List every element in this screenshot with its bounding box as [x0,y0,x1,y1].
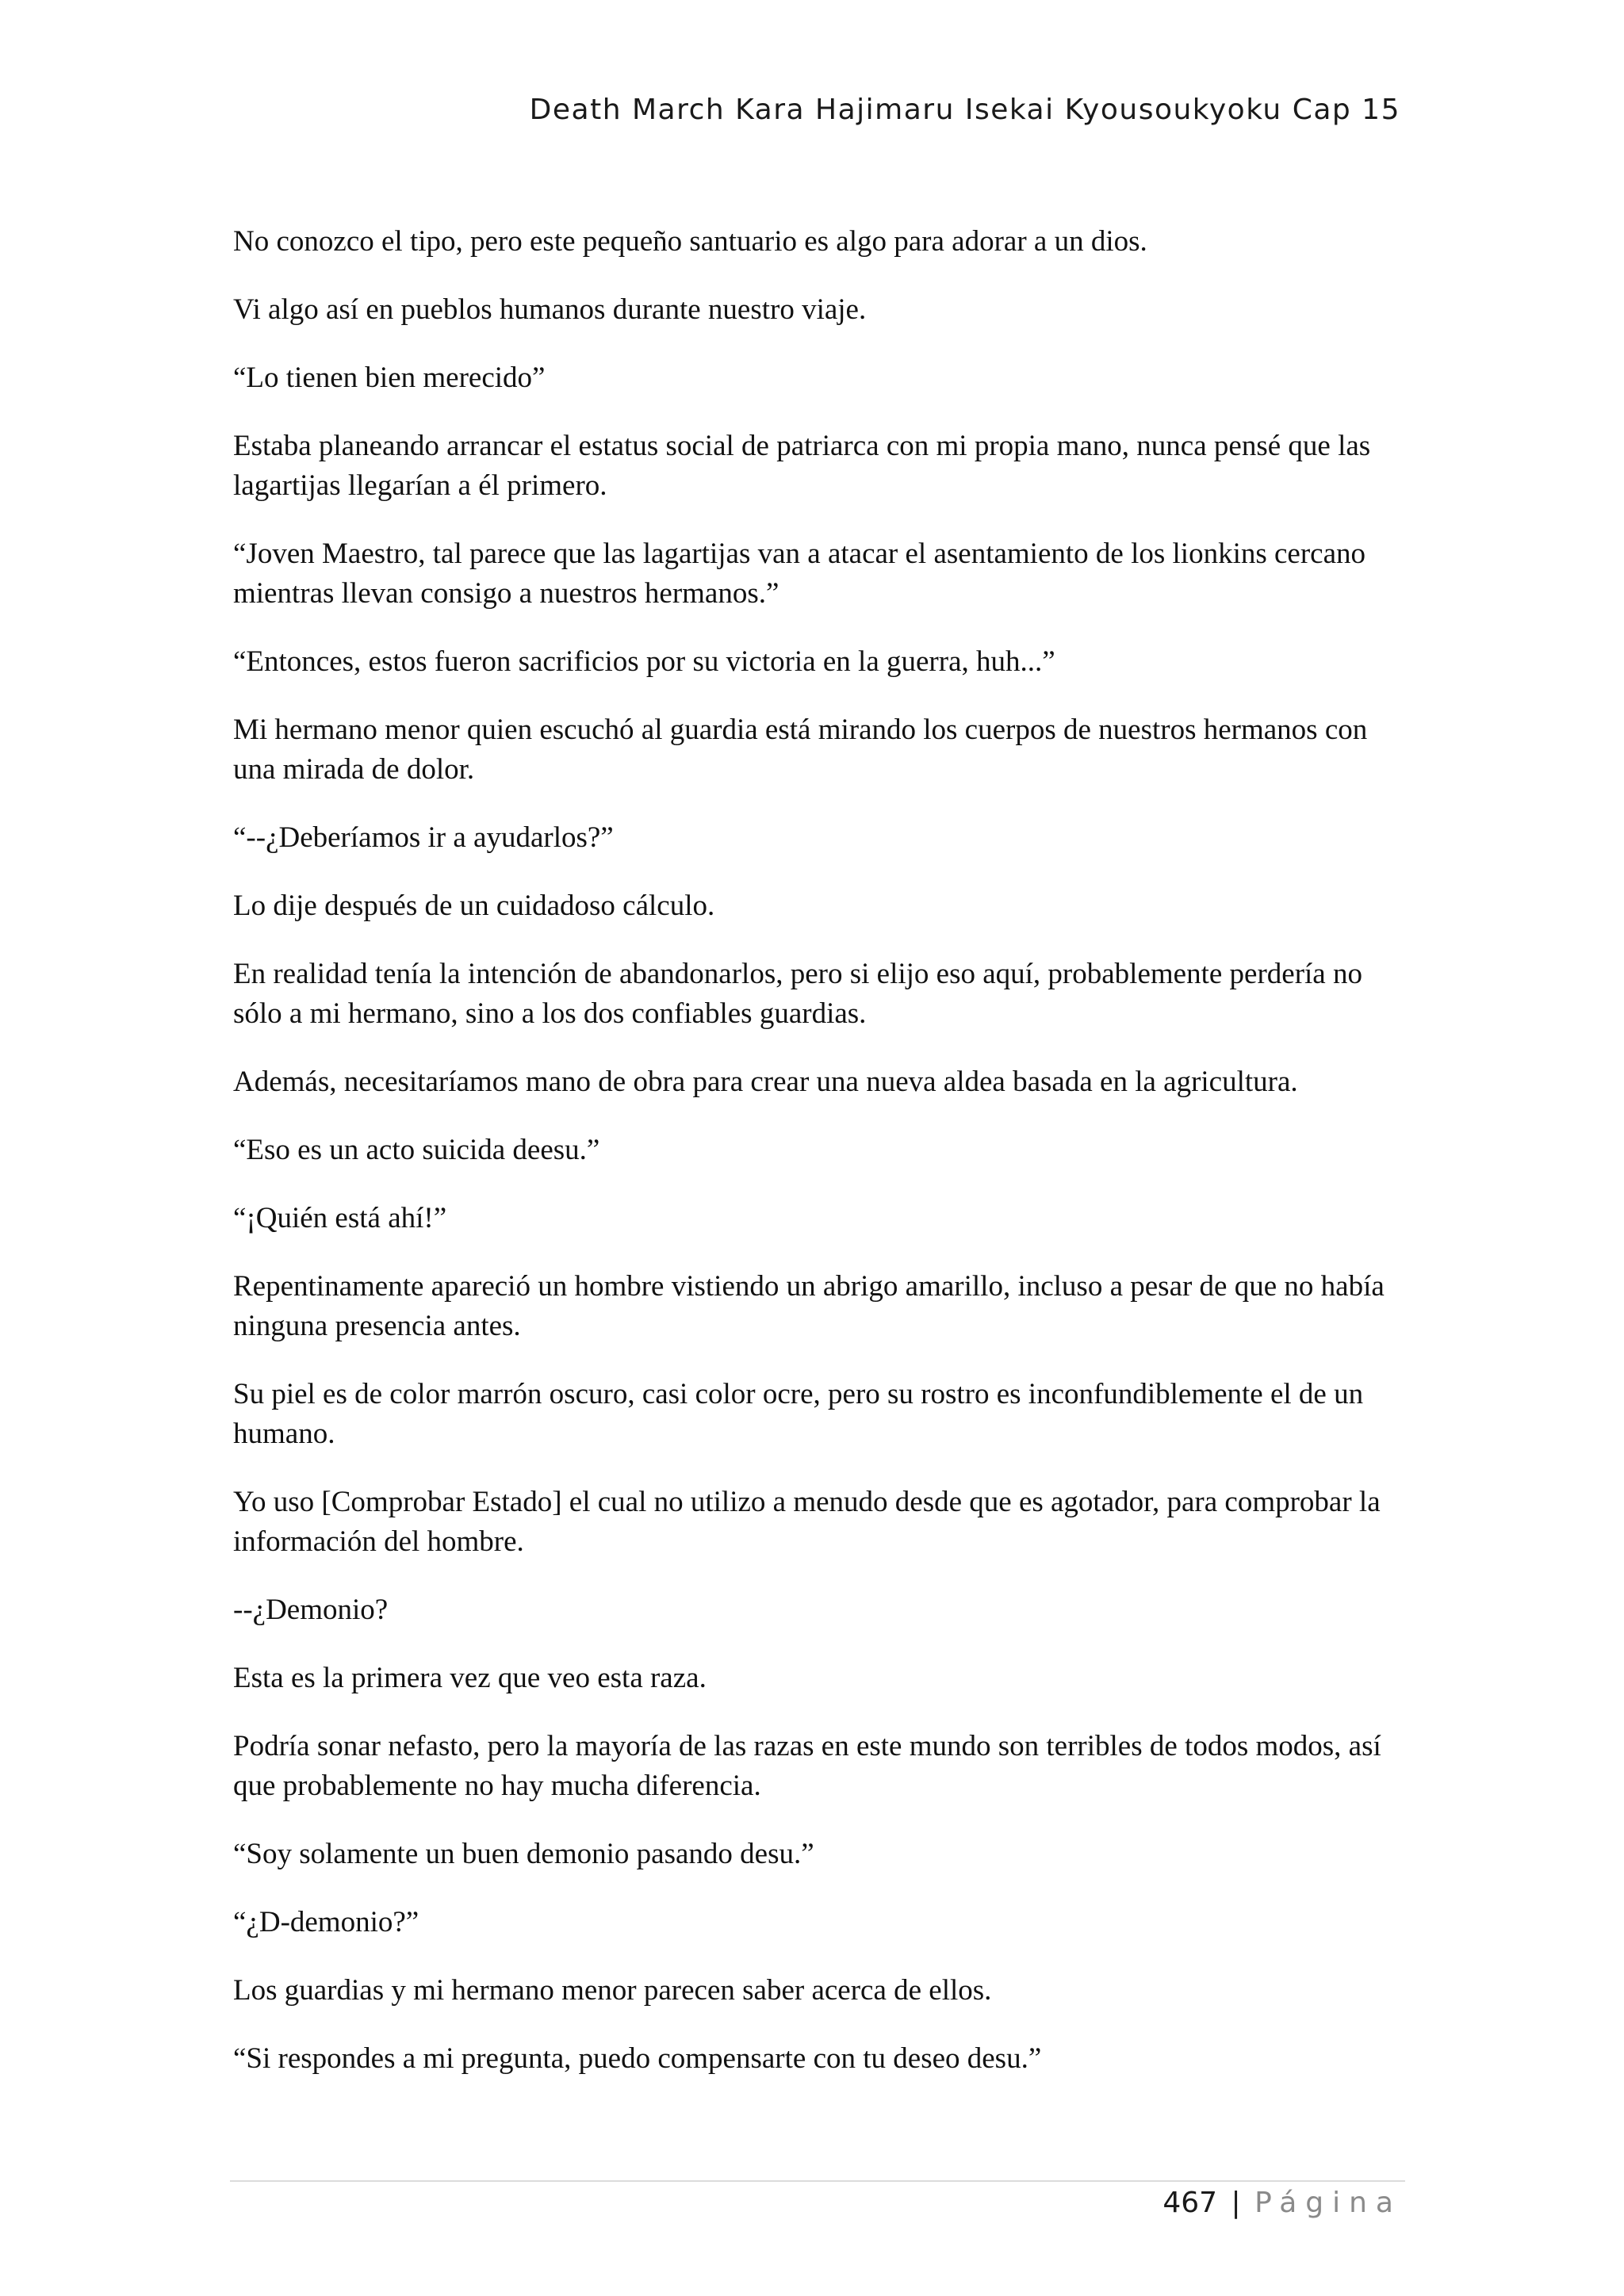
running-header: Death March Kara Hajimaru Isekai Kyousoukyoku Cap 15 [529,94,1400,126]
paragraph: No conozco el tipo, pero este pequeño santuario es algo para adorar a un dios. [233,225,1147,258]
paragraph: “Joven Maestro, tal parece que las lagartijas van a atacar el asentamiento de los lionkins cercano mientras llevan consigo a nuestros hermanos.” [233,538,1366,610]
page-footer [1162,2187,1402,2219]
paragraph: Podría sonar nefasto, pero la mayoría de las razas en este mundo son terribles de todos modos, así que probablemente no hay mucha diferencia. [233,1730,1381,1802]
paragraph: “Entonces, estos fueron sacrificios por su victoria en la guerra, huh...” [233,645,1055,678]
page-label: Página [1254,2187,1402,2219]
paragraph: Esta es la primera vez que veo esta raza. [233,1662,707,1694]
page-number: 467 [1162,2187,1218,2219]
paragraph: “--¿Deberíamos ir a ayudarlos?” [233,821,614,854]
paragraph: Yo uso [Comprobar Estado] el cual no utilizo a menudo desde que es agotador, para comprobar la información del hombre. [233,1486,1381,1558]
paragraph: Además, necesitaríamos mano de obra para crear una nueva aldea basada en la agricultura. [233,1066,1298,1098]
paragraph: Lo dije después de un cuidadoso cálculo. [233,890,715,922]
paragraph: Vi algo así en pueblos humanos durante nuestro viaje. [233,293,867,326]
paragraph: Estaba planeando arrancar el estatus social de patriarca con mi propia mano, nunca pensé que las lagartijas llegarían a él primero. [233,430,1371,502]
paragraph: Repentinamente apareció un hombre vistiendo un abrigo amarillo, incluso a pesar de que no había ninguna presencia antes. [233,1270,1385,1342]
body-text [233,222,1404,2107]
footer-separator: | [1231,2187,1241,2219]
paragraph: “¡Quién está ahí!” [233,1202,447,1234]
paragraph: “Eso es un acto suicida deesu.” [233,1134,600,1166]
paragraph: “¿D-demonio?” [233,1906,419,1938]
paragraph: “Soy solamente un buen demonio pasando desu.” [233,1838,814,1870]
paragraph: “Si respondes a mi pregunta, puedo compensarte con tu deseo desu.” [233,2042,1042,2075]
paragraph: Los guardias y mi hermano menor parecen saber acerca de ellos. [233,1974,992,2007]
paragraph: En realidad tenía la intención de abandonarlos, pero si elijo eso aquí, probablemente perdería no sólo a mi hermano, sino a los dos confiables guardias. [233,958,1362,1030]
footer-divider [230,2180,1405,2182]
paragraph: Mi hermano menor quien escuchó al guardia está mirando los cuerpos de nuestros hermanos con una mirada de dolor. [233,714,1368,786]
paragraph: --¿Demonio? [233,1594,389,1626]
paragraph: “Lo tienen bien merecido” [233,362,546,394]
paragraph: Su piel es de color marrón oscuro, casi color ocre, pero su rostro es inconfundiblemente el de un humano. [233,1378,1364,1450]
